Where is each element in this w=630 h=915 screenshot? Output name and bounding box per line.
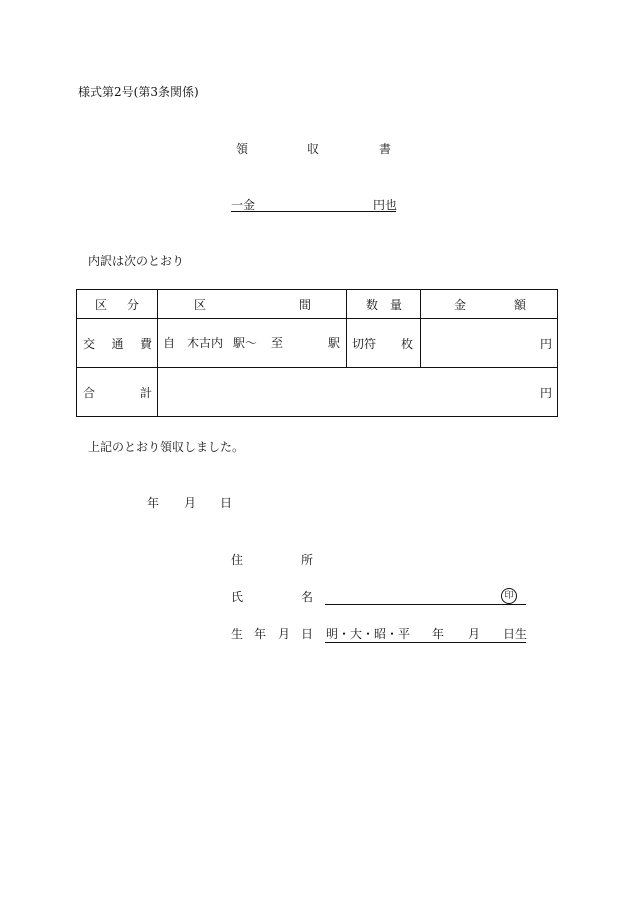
seal-stamp: 印 — [501, 588, 517, 604]
amount-underline — [231, 211, 396, 212]
header-price: 金 額 — [421, 290, 558, 319]
name-label-2: 名 — [301, 590, 314, 604]
birth-month: 月 — [468, 627, 481, 641]
amount-prefix: 一金 — [231, 198, 256, 212]
header-category: 区 分 — [77, 290, 158, 319]
transport-price: 円 — [421, 319, 558, 368]
title-char-3: 書 — [379, 142, 392, 156]
birthdate-label-2: 年 — [254, 627, 267, 641]
birthdate-label-4: 日 — [301, 627, 314, 641]
table-row-total — [77, 368, 558, 417]
transport-quantity: 切符 枚 — [347, 319, 421, 368]
address-label-2: 所 — [301, 553, 314, 567]
title-char-1: 領 — [236, 142, 249, 156]
to-mark: 至 — [271, 336, 284, 350]
name-label-1: 氏 — [231, 590, 244, 604]
total-label: 合 計 — [77, 368, 158, 417]
transport-section — [158, 319, 347, 368]
header-section: 区 間 — [158, 290, 347, 319]
birth-day: 日生 — [503, 627, 528, 641]
breakdown-table — [76, 289, 558, 417]
header-quantity: 数 量 — [347, 290, 421, 319]
address-label-1: 住 — [231, 553, 244, 567]
total-value: 円 — [158, 368, 558, 417]
to-suffix: 駅 — [328, 336, 341, 350]
birthdate-label-3: 月 — [278, 627, 291, 641]
table-row-transport — [77, 319, 558, 368]
amount-suffix: 円也 — [373, 198, 398, 212]
from-station: 木古内 — [187, 336, 224, 350]
table-header-row — [77, 290, 558, 319]
received-statement: 上記のとおり領収しました。 — [88, 440, 245, 454]
transport-label: 交 通 費 — [77, 319, 158, 368]
title-char-2: 収 — [307, 142, 320, 156]
date-year: 年 — [147, 496, 160, 510]
name-underline — [325, 604, 526, 605]
breakdown-intro: 内訳は次のとおり — [88, 254, 185, 268]
from-mark: 自 — [163, 336, 176, 350]
birthdate-label-1: 生 — [231, 627, 244, 641]
date-month: 月 — [184, 496, 197, 510]
era-options: 明・大・昭・平 — [326, 627, 411, 641]
from-suffix: 駅〜 — [233, 336, 258, 350]
birthdate-underline — [325, 642, 526, 643]
date-day: 日 — [220, 496, 233, 510]
form-number-header: 様式第2号(第3条関係) — [78, 85, 199, 99]
birth-year: 年 — [432, 627, 445, 641]
